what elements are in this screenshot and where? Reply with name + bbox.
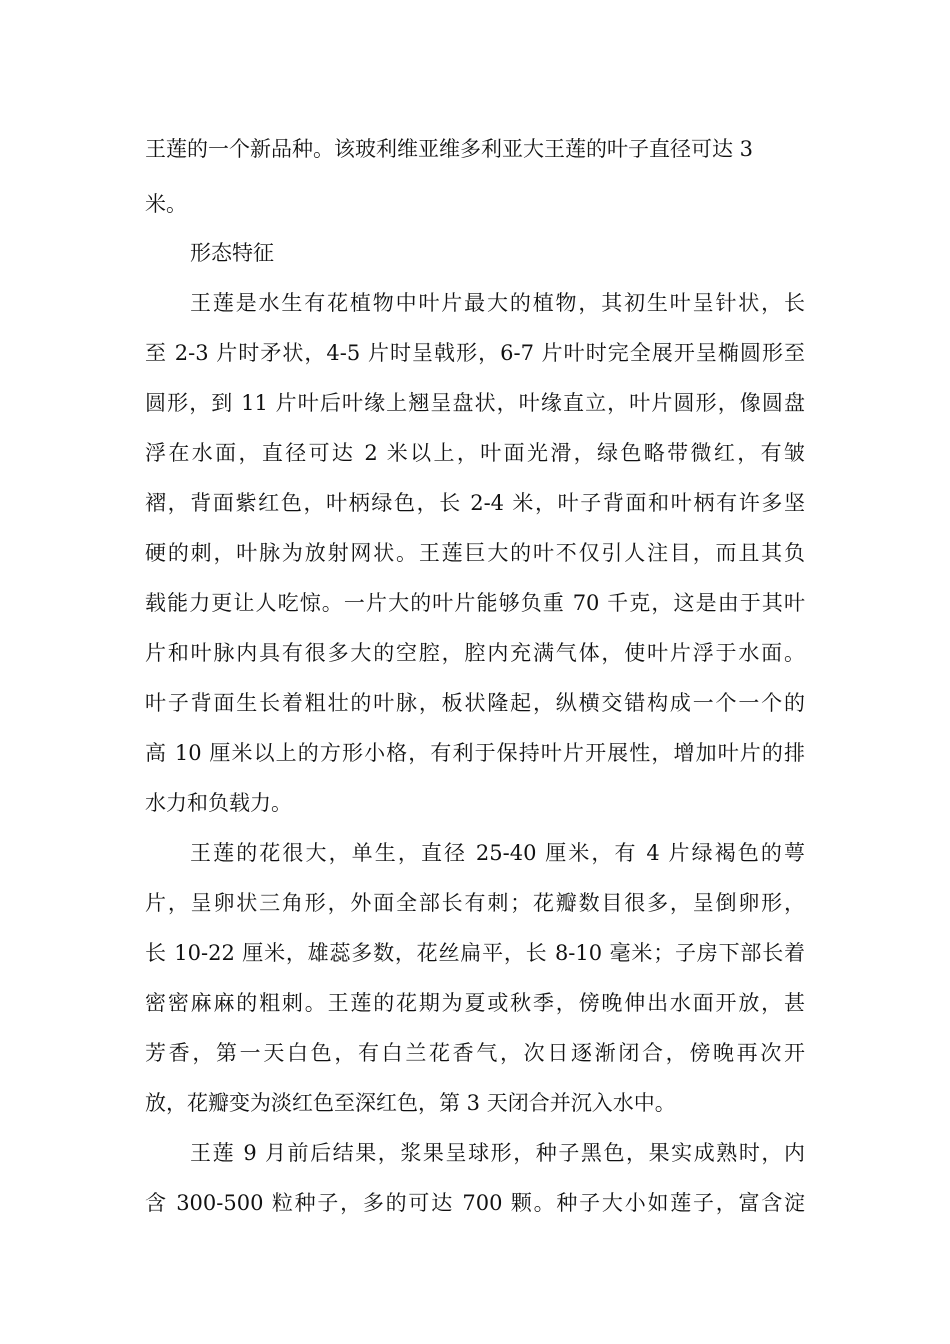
text-line: 王莲的花很大，单生，直径 25-40 厘米，有 4 片绿褐色的萼 [190, 841, 805, 865]
text-line: 片，呈卵状三角形，外面全部长有刺；花瓣数目很多，呈倒卵形， [145, 891, 805, 915]
text-line: 水力和负载力。 [145, 791, 292, 815]
text-line: 王莲 9 月前后结果，浆果呈球形，种子黑色，果实成熟时，内 [190, 1141, 805, 1165]
text-line: 浮在水面，直径可达 2 米以上，叶面光滑，绿色略带微红，有皱 [145, 441, 805, 465]
text-line: 叶子背面生长着粗壮的叶脉，板状隆起，纵横交错构成一个一个的 [145, 691, 805, 715]
text-line: 王莲的一个新品种。该玻利维亚维多利亚大王莲的叶子直径可达 3 [145, 137, 754, 161]
text-line: 长 10-22 厘米，雄蕊多数，花丝扁平，长 8-10 毫米；子房下部长着 [145, 941, 805, 965]
text-line: 米。 [145, 192, 187, 216]
section-heading: 形态特征 [190, 241, 274, 265]
text-line: 片和叶脉内具有很多大的空腔，腔内充满气体，使叶片浮于水面。 [145, 641, 805, 665]
text-line: 高 10 厘米以上的方形小格，有利于保持叶片开展性，增加叶片的排 [145, 741, 805, 765]
text-line: 放，花瓣变为淡红色至深红色，第 3 天闭合并沉入水中。 [145, 1091, 676, 1115]
text-line: 硬的刺，叶脉为放射网状。王莲巨大的叶不仅引人注目，而且其负 [145, 541, 805, 565]
text-line: 密密麻麻的粗刺。王莲的花期为夏或秋季，傍晚伸出水面开放，甚 [145, 991, 805, 1015]
text-line: 载能力更让人吃惊。一片大的叶片能够负重 70 千克，这是由于其叶 [145, 591, 805, 615]
text-line: 芳香，第一天白色，有白兰花香气，次日逐渐闭合，傍晚再次开 [145, 1041, 805, 1065]
text-line: 王莲是水生有花植物中叶片最大的植物，其初生叶呈针状，长 [190, 291, 805, 315]
text-line: 圆形，到 11 片叶后叶缘上翘呈盘状，叶缘直立，叶片圆形，像圆盘 [145, 391, 805, 415]
text-line: 至 2-3 片时矛状，4-5 片时呈戟形，6-7 片叶时完全展开呈椭圆形至 [145, 341, 805, 365]
text-line: 褶，背面紫红色，叶柄绿色，长 2-4 米，叶子背面和叶柄有许多坚 [145, 491, 805, 515]
text-line: 含 300-500 粒种子，多的可达 700 颗。种子大小如莲子，富含淀 [145, 1191, 805, 1215]
